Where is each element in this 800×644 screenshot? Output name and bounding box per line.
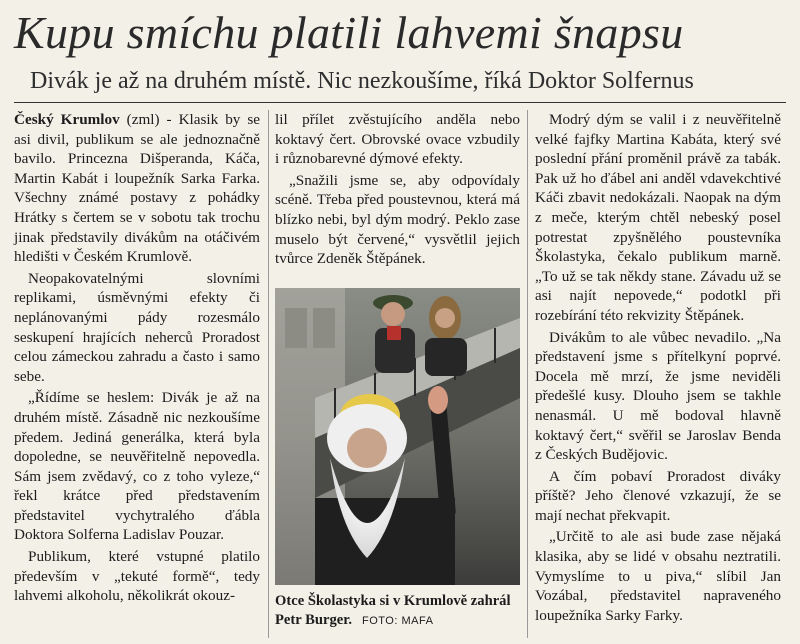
paragraph: „Snažili jsme se, aby odpovídaly scéně. Třeba před poustevnou, která má blízko nebi, byl dým modrý. Peklo zase muselo být červené,“ vysvětlil jejich tvůrce Zdeněk Štěpánek. (275, 171, 520, 268)
paragraph: Modrý dým se valil i z neuvěřitelně velké fajfky Martina Kabáta, který své poslední přání proměnil právě za tabák. Pak už ho ďábel ani anděl vdavekchtivé Káči zbavit nedokázali. Naopak na dým z meče, kterým chtěl nebeský posel potrestat zpyšnělého poustevníka Školastyka, čekalo publikum marně. „To už se tak někdy stane. Závadu už se asi najít nepovede,“ podotkl při rozebírání této rekvizity Štěpánek. (535, 111, 781, 324)
article-column-3 (535, 110, 781, 625)
column-divider (527, 110, 528, 638)
photo-caption (275, 592, 520, 631)
column-divider (268, 110, 269, 638)
paragraph: Neopakovatelnými slovními replikami, úsměvnými efekty či neplánovanými pády rozesmálo seskupení hrajících neherců Proradost celou zámeckou zahradu a často i samo sebe. (14, 269, 260, 385)
paragraph: Publikum, které vstupné platilo především v „tekuté formě“, tedy lahvemi alkoholu, několikrát okouz- (14, 548, 260, 605)
paragraph: „Určitě to ale asi bude zase nějaká klasika, aby se lidé v obsahu neztratili. Vymyslíme to u piva,“ slíbil Jan Vozábal, představitel napraveného loupežníka Sarky Farky. (535, 528, 781, 624)
header-rule (14, 102, 786, 103)
paragraph: lil přílet zvěstujícího anděla nebo koktavý čert. Obrovské ovace vzbudily i různobarevné dýmové efekty. (275, 111, 520, 168)
paragraph (14, 110, 260, 267)
article-photo (275, 288, 520, 585)
paragraph: A čím pobaví Proradost diváky příště? Jeho členové vzkazují, že se mají nechat překvapit. (535, 467, 781, 524)
paragraph: Divákům to ale vůbec nevadilo. „Na představení jsme s přítelkyní poprvé. Docela mě mrzí, že jsme neviděli předešlé kusy. Dlouho jsem se takhle nenasmál. U mě bodoval hlavně koktavý čert,“ svěřil se Jaroslav Benda z Českých Budějovic. (535, 328, 781, 464)
photo-illustration (275, 288, 520, 585)
article-column-1 (14, 110, 260, 606)
dateline: Český Krumlov (14, 111, 120, 128)
caption-text: Otce Školastyka si v Krumlově zahrál Petr Burger. (275, 593, 511, 628)
photo-credit: FOTO: MAFA (362, 615, 434, 627)
paragraph-text: (zml) - Klasik by se asi divil, publikum se ale jednoznačně bavilo. Princezna Dišperanda, Káča, Martin Kabát i loupežník Sarka Farka. Všechny známé postavy z pohádky Hrátky s čertem se v sobotu tak trochu jinak představily divákům na otáčivém hledišti v Českém Krumlově. (14, 111, 261, 266)
headline: Kupu smíchu platili lahvemi šnapsu (14, 7, 684, 58)
subheadline: Divák je až na druhém místě. Nic nezkoušíme, říká Doktor Solfernus (30, 68, 694, 94)
paragraph: „Řídíme se heslem: Divák je až na druhém místě. Zásadně nic nezkoušíme předem. Jediná generálka, která byla dopoledne, se neuvěřitelně nepovedla. Sám jsem zvědavý, co z toho vyleze,“ řekl krátce před představením představitel vychytralého ďábla Doktora Solferna Ladislav Pouzar. (14, 389, 260, 544)
article-column-2 (275, 110, 520, 269)
